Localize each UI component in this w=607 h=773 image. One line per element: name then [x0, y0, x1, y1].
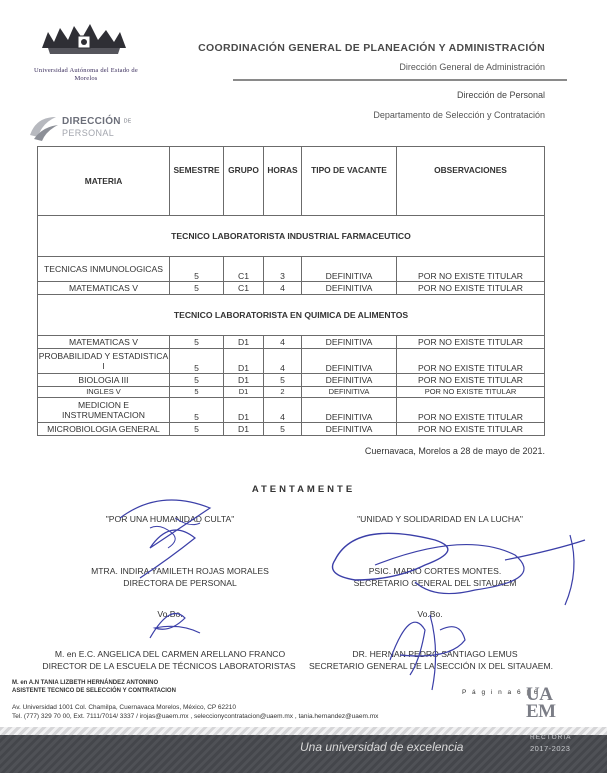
table-row — [38, 423, 545, 436]
cell-tipo: DEFINITIVA — [302, 423, 397, 436]
signature-vobo-left-scribble — [140, 598, 210, 648]
cell-grupo: D1 — [224, 423, 264, 436]
cell-grupo: D1 — [224, 349, 264, 374]
cell-materia: INGLES V — [38, 387, 170, 398]
cell-materia: MATEMATICAS V — [38, 282, 170, 295]
rectoria-period: 2017-2023 — [530, 744, 571, 753]
cell-observaciones: POR NO EXISTE TITULAR — [397, 349, 545, 374]
cell-tipo: DEFINITIVA — [302, 257, 397, 282]
vobo-left-title: DIRECTOR DE LA ESCUELA DE TÉCNICOS LABORATORISTAS — [42, 661, 296, 671]
table-row — [38, 282, 545, 295]
table-row — [38, 398, 545, 423]
cell-horas: 2 — [264, 387, 302, 398]
cell-materia: MICROBIOLOGIA GENERAL — [38, 423, 170, 436]
signature-vobo-right-scribble — [370, 600, 480, 700]
cell-semestre: 5 — [170, 387, 224, 398]
cell-horas: 4 — [264, 398, 302, 423]
motto-left: "POR UNA HUMANIDAD CULTA" — [105, 514, 235, 524]
initials-name: M. en A.N TANIA LIZBETH HERNÁNDEZ ANTONINO — [12, 680, 159, 686]
header-divider — [233, 79, 567, 81]
uaem-logo-line2: EM — [526, 701, 556, 722]
cell-grupo: D1 — [224, 336, 264, 349]
table-row — [38, 387, 545, 398]
rectoria-label: RECTORÍA — [530, 734, 572, 741]
cell-semestre: 5 — [170, 336, 224, 349]
uaem-logo-line1: UA — [526, 684, 553, 705]
contact-info: Tel. (777) 329 70 00, Ext. 7111/7014/ 3337 / irojas@uaem.mx , seleccionycontratacion@uaem.mx , tania.hernandez@uaem.mx — [12, 713, 379, 720]
cell-tipo: DEFINITIVA — [302, 336, 397, 349]
cell-grupo: D1 — [224, 387, 264, 398]
cell-materia: PROBABILIDAD Y ESTADISTICA I — [38, 349, 170, 374]
cell-grupo: C1 — [224, 257, 264, 282]
col-header-observaciones: OBSERVACIONES — [397, 147, 545, 216]
slogan: Una universidad de excelencia — [300, 740, 464, 754]
cell-semestre: 5 — [170, 423, 224, 436]
vobo-left: Vo.Bo. — [157, 609, 183, 619]
table-row — [38, 349, 545, 374]
section-title: TECNICO LABORATORISTA INDUSTRIAL FARMACEUTICO — [38, 216, 545, 257]
motto-right: "UNIDAD Y SOLIDARIDAD EN LA LUCHA" — [357, 514, 523, 524]
cell-observaciones: POR NO EXISTE TITULAR — [397, 423, 545, 436]
dirlogo-line2: PERSONAL — [62, 128, 115, 138]
dirlogo-de: DE — [123, 118, 132, 125]
signature-left-scribble — [100, 478, 230, 588]
cell-semestre: 5 — [170, 398, 224, 423]
col-header-grupo: GRUPO — [224, 147, 264, 216]
page-number: P á g i n a 6 | 6 — [462, 689, 540, 696]
cell-semestre: 5 — [170, 374, 224, 387]
vobo-right-title: SECRETARIO GENERAL DE LA SECCIÓN IX DEL SITAUAEM. — [308, 661, 554, 671]
cell-grupo: D1 — [224, 398, 264, 423]
vobo-left-name: M. en E.C. ANGELICA DEL CARMEN ARELLANO FRANCO — [54, 649, 286, 659]
table-row — [38, 257, 545, 282]
coordination-title: COORDINACIÓN GENERAL DE PLANEACIÓN Y ADMINISTRACIÓN — [198, 42, 545, 54]
col-header-horas: HORAS — [264, 147, 302, 216]
cell-materia: TECNICAS INMUNOLOGICAS — [38, 257, 170, 282]
cell-materia: MATEMATICAS V — [38, 336, 170, 349]
cell-tipo: DEFINITIVA — [302, 349, 397, 374]
cell-horas: 4 — [264, 282, 302, 295]
cell-horas: 4 — [264, 349, 302, 374]
university-name: Universidad Autónoma del Estado de Morelos — [34, 67, 138, 82]
vobo-right: Vo.Bo. — [417, 609, 443, 619]
swoosh-icon — [26, 113, 60, 143]
address: Av. Universidad 1001 Col. Chamilpa, Cuernavaca Morelos, México, CP 62210 — [12, 704, 237, 711]
col-header-materia: MATERIA — [38, 147, 170, 216]
col-header-tipo: TIPO DE VACANTE — [302, 147, 397, 216]
dirlogo-line1: DIRECCIÓN — [62, 116, 121, 127]
cell-observaciones: POR NO EXISTE TITULAR — [397, 374, 545, 387]
cell-materia: BIOLOGIA III — [38, 374, 170, 387]
direccion-personal-logo — [26, 113, 136, 145]
cell-materia: MEDICION E INSTRUMENTACION — [38, 398, 170, 423]
signer-left-name: MTRA. INDIRA YAMILETH ROJAS MORALES — [91, 566, 269, 576]
table-row — [38, 336, 545, 349]
cell-observaciones: POR NO EXISTE TITULAR — [397, 387, 545, 398]
cell-horas: 4 — [264, 336, 302, 349]
personnel-direction: Dirección de Personal — [456, 90, 545, 100]
university-crest-logo — [38, 18, 130, 58]
initials-title: ASISTENTE TECNICO DE SELECCIÓN Y CONTRATACION — [12, 688, 176, 694]
cell-tipo: DEFINITIVA — [302, 282, 397, 295]
vobo-right-name: DR. HERNAN PEDRO SANTIAGO LEMUS — [352, 649, 518, 659]
section-title: TECNICO LABORATORISTA EN QUIMICA DE ALIMENTOS — [38, 295, 545, 336]
cell-semestre: 5 — [170, 257, 224, 282]
table-header-row — [38, 147, 545, 216]
table-row — [38, 374, 545, 387]
cell-observaciones: POR NO EXISTE TITULAR — [397, 398, 545, 423]
cell-observaciones: POR NO EXISTE TITULAR — [397, 282, 545, 295]
cell-semestre: 5 — [170, 282, 224, 295]
place-date: Cuernavaca, Morelos a 28 de mayo de 2021. — [364, 446, 545, 456]
cell-tipo: DEFINITIVA — [302, 398, 397, 423]
cell-observaciones: POR NO EXISTE TITULAR — [397, 257, 545, 282]
cell-horas: 5 — [264, 423, 302, 436]
cell-grupo: C1 — [224, 282, 264, 295]
col-header-semestre: SEMESTRE — [170, 147, 224, 216]
vacancy-table — [37, 146, 545, 436]
department-name: Departamento de Selección y Contratación — [373, 110, 545, 120]
cell-horas: 5 — [264, 374, 302, 387]
footer-stripe-light — [0, 727, 607, 735]
signer-right-title: SECRETARIO GENERAL DEL SITAUAEM — [353, 578, 517, 588]
cell-tipo: DEFINITIVA — [302, 387, 397, 398]
signer-left-title: DIRECTORA DE PERSONAL — [123, 578, 237, 588]
cell-semestre: 5 — [170, 349, 224, 374]
cell-grupo: D1 — [224, 374, 264, 387]
cell-tipo: DEFINITIVA — [302, 374, 397, 387]
cell-observaciones: POR NO EXISTE TITULAR — [397, 336, 545, 349]
uaem-logo — [526, 686, 556, 720]
cell-horas: 3 — [264, 257, 302, 282]
signer-right-name: PSIC. MARIO CORTES MONTES. — [368, 566, 502, 576]
closing-word: ATENTAMENTE — [251, 484, 356, 495]
general-direction: Dirección General de Administración — [399, 62, 545, 72]
